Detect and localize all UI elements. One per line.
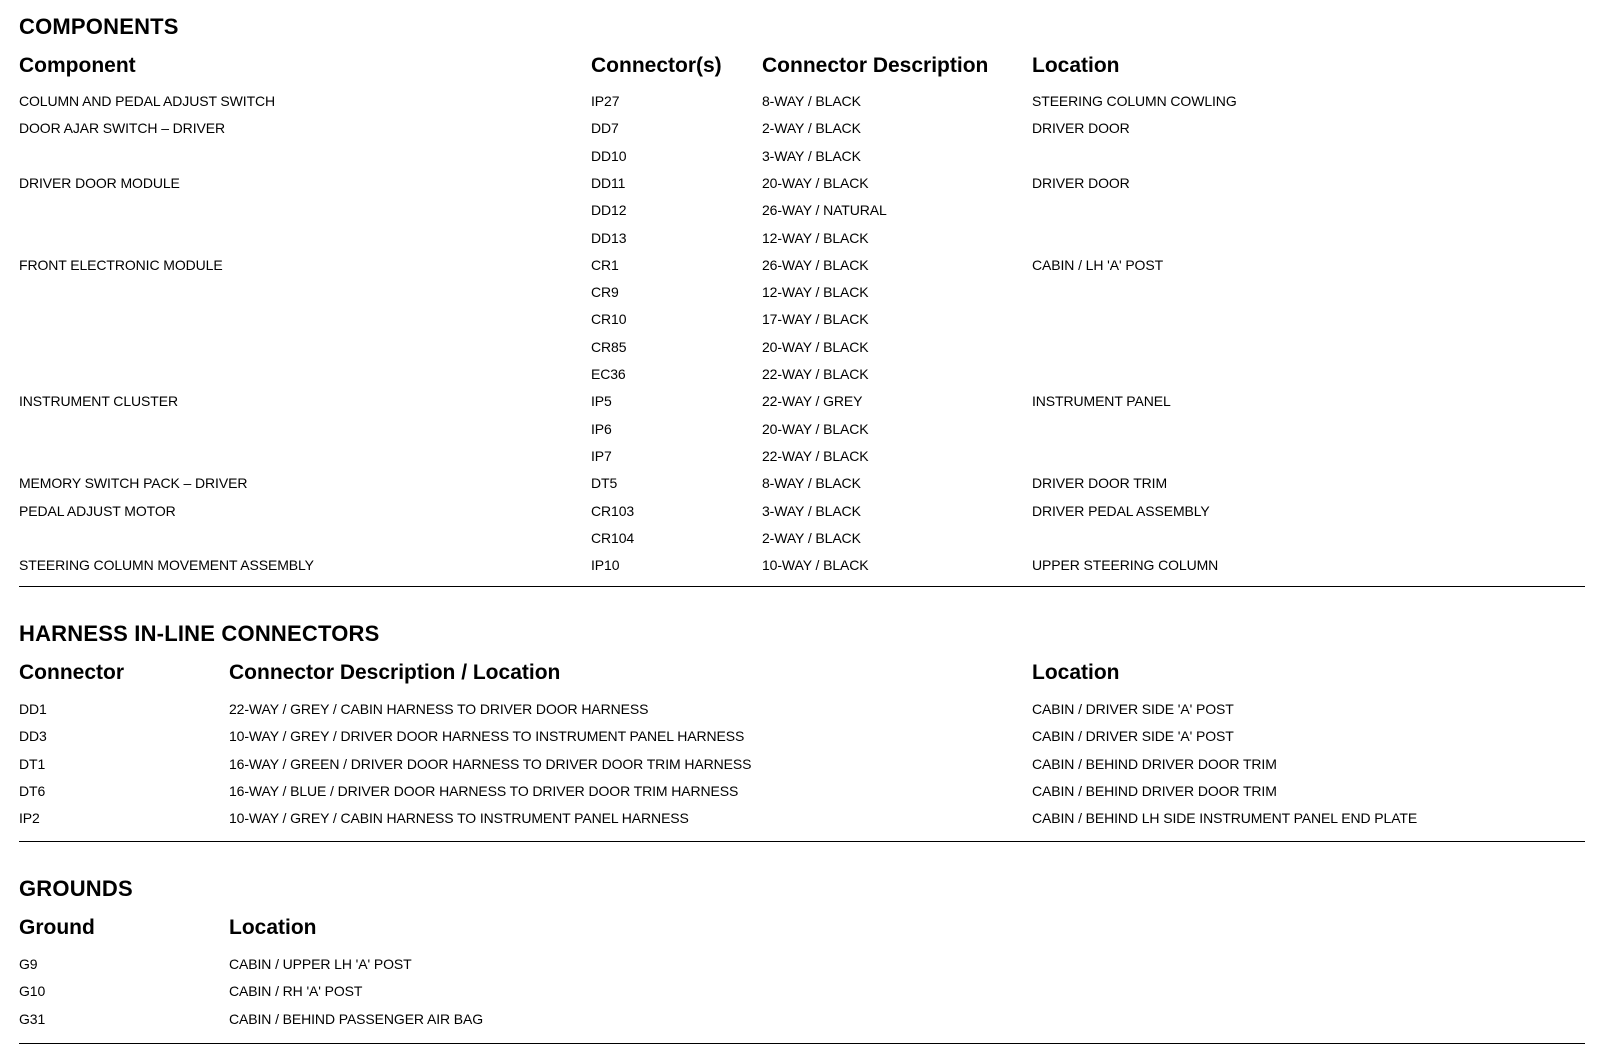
connector-description: 8-WAY / BLACK [762,93,861,109]
location: DRIVER DOOR TRIM [1032,475,1168,492]
connectors-column-header: Connector(s) [591,54,722,77]
connector-id: DD1 [19,701,47,717]
harness-divider [19,841,1585,842]
connector-description: 12-WAY / BLACK [762,284,869,301]
harness-location-column-header: Location [1032,661,1120,684]
location: UPPER STEERING COLUMN [1032,557,1219,574]
ground-column-header: Ground [19,916,95,939]
component-column-header: Component [19,54,136,77]
connector-description: 22-WAY / BLACK [762,447,869,464]
connector-description: 10-WAY / BLACK [762,557,869,574]
connector-id: DD13 [591,229,627,246]
connector-description: 20-WAY / BLACK [762,338,869,355]
grounds-section-title: GROUNDS [19,876,133,901]
connector-id: CR103 [591,502,635,519]
ground-location-column-header: Location [229,916,317,939]
location-column-header: Location [1032,54,1120,77]
connector-id: EC36 [591,366,626,382]
connector-description-column-header: Connector Description [762,54,989,77]
harness-connector-column-header: Connector [19,661,124,684]
components-section-title: COMPONENTS [19,14,179,39]
location: CABIN / DRIVER SIDE 'A' POST [1032,701,1234,717]
connector-description: 20-WAY / BLACK [762,420,869,437]
connector-description: 26-WAY / BLACK [762,256,869,273]
harness-section-title: HARNESS IN-LINE CONNECTORS [19,621,380,646]
location: CABIN / RH 'A' POST [229,983,363,1000]
component-name: COLUMN AND PEDAL ADJUST SWITCH [19,93,276,109]
component-name: STEERING COLUMN MOVEMENT ASSEMBLY [19,557,314,574]
connector-id: CR1 [591,256,619,273]
connector-description: 3-WAY / BLACK [762,502,861,519]
connector-description: 2-WAY / BLACK [762,529,861,546]
location: CABIN / DRIVER SIDE 'A' POST [1032,728,1234,745]
connector-description: 17-WAY / BLACK [762,311,869,328]
connector-id: CR10 [591,311,627,328]
connector-description: 12-WAY / BLACK [762,229,869,246]
component-name: DRIVER DOOR MODULE [19,174,180,191]
location: STEERING COLUMN COWLING [1032,93,1237,109]
component-name: PEDAL ADJUST MOTOR [19,502,176,519]
component-name: INSTRUMENT CLUSTER [19,393,178,410]
connector-description: 16-WAY / GREEN / DRIVER DOOR HARNESS TO DRIVER DOOR TRIM HARNESS [229,755,752,772]
harness-description-column-header: Connector Description / Location [229,661,561,684]
connector-id: DT5 [591,475,618,492]
location: CABIN / BEHIND DRIVER DOOR TRIM [1032,782,1277,799]
ground-id: G31 [19,1010,46,1027]
connector-id: CR9 [591,284,619,301]
component-name: FRONT ELECTRONIC MODULE [19,256,223,273]
ground-id: G9 [19,956,38,972]
location: CABIN / BEHIND DRIVER DOOR TRIM [1032,755,1277,772]
connector-description: 8-WAY / BLACK [762,475,861,492]
connector-id: IP6 [591,420,612,437]
connector-description: 26-WAY / NATURAL [762,202,887,219]
connector-id: DD12 [591,202,627,219]
component-name: MEMORY SWITCH PACK – DRIVER [19,475,248,492]
connector-id: DT1 [19,755,46,772]
location: CABIN / UPPER LH 'A' POST [229,956,412,972]
connector-id: IP5 [591,393,612,410]
location: DRIVER PEDAL ASSEMBLY [1032,502,1210,519]
connector-id: IP7 [591,447,612,464]
connector-id: IP2 [19,810,40,827]
components-divider [19,586,1585,587]
component-name: DOOR AJAR SWITCH – DRIVER [19,120,225,137]
connector-id: DD10 [591,147,627,164]
connector-description: 22-WAY / BLACK [762,366,869,382]
connector-description: 3-WAY / BLACK [762,147,861,164]
location: DRIVER DOOR [1032,174,1130,191]
location: DRIVER DOOR [1032,120,1130,137]
connector-description: 20-WAY / BLACK [762,174,869,191]
connector-description: 22-WAY / GREY / CABIN HARNESS TO DRIVER DOOR HARNESS [229,701,649,717]
location: CABIN / LH 'A' POST [1032,256,1164,273]
connector-description: 16-WAY / BLUE / DRIVER DOOR HARNESS TO DRIVER DOOR TRIM HARNESS [229,782,739,799]
connector-id: DT6 [19,782,46,799]
connector-id: CR104 [591,529,635,546]
connector-description: 2-WAY / BLACK [762,120,861,137]
connector-id: IP27 [591,93,620,109]
connector-id: DD11 [591,174,626,191]
connector-description: 10-WAY / GREY / DRIVER DOOR HARNESS TO INSTRUMENT PANEL HARNESS [229,728,745,745]
ground-id: G10 [19,983,46,1000]
connector-description: 10-WAY / GREY / CABIN HARNESS TO INSTRUMENT PANEL HARNESS [229,810,689,827]
grounds-divider [19,1043,1585,1044]
connector-id: DD7 [591,120,619,137]
connector-id: IP10 [591,557,620,574]
location: INSTRUMENT PANEL [1032,393,1171,410]
connector-id: DD3 [19,728,47,745]
connector-description: 22-WAY / GREY [762,393,863,410]
connector-id: CR85 [591,338,627,355]
location: CABIN / BEHIND LH SIDE INSTRUMENT PANEL END PLATE [1032,810,1418,827]
location: CABIN / BEHIND PASSENGER AIR BAG [229,1010,484,1027]
